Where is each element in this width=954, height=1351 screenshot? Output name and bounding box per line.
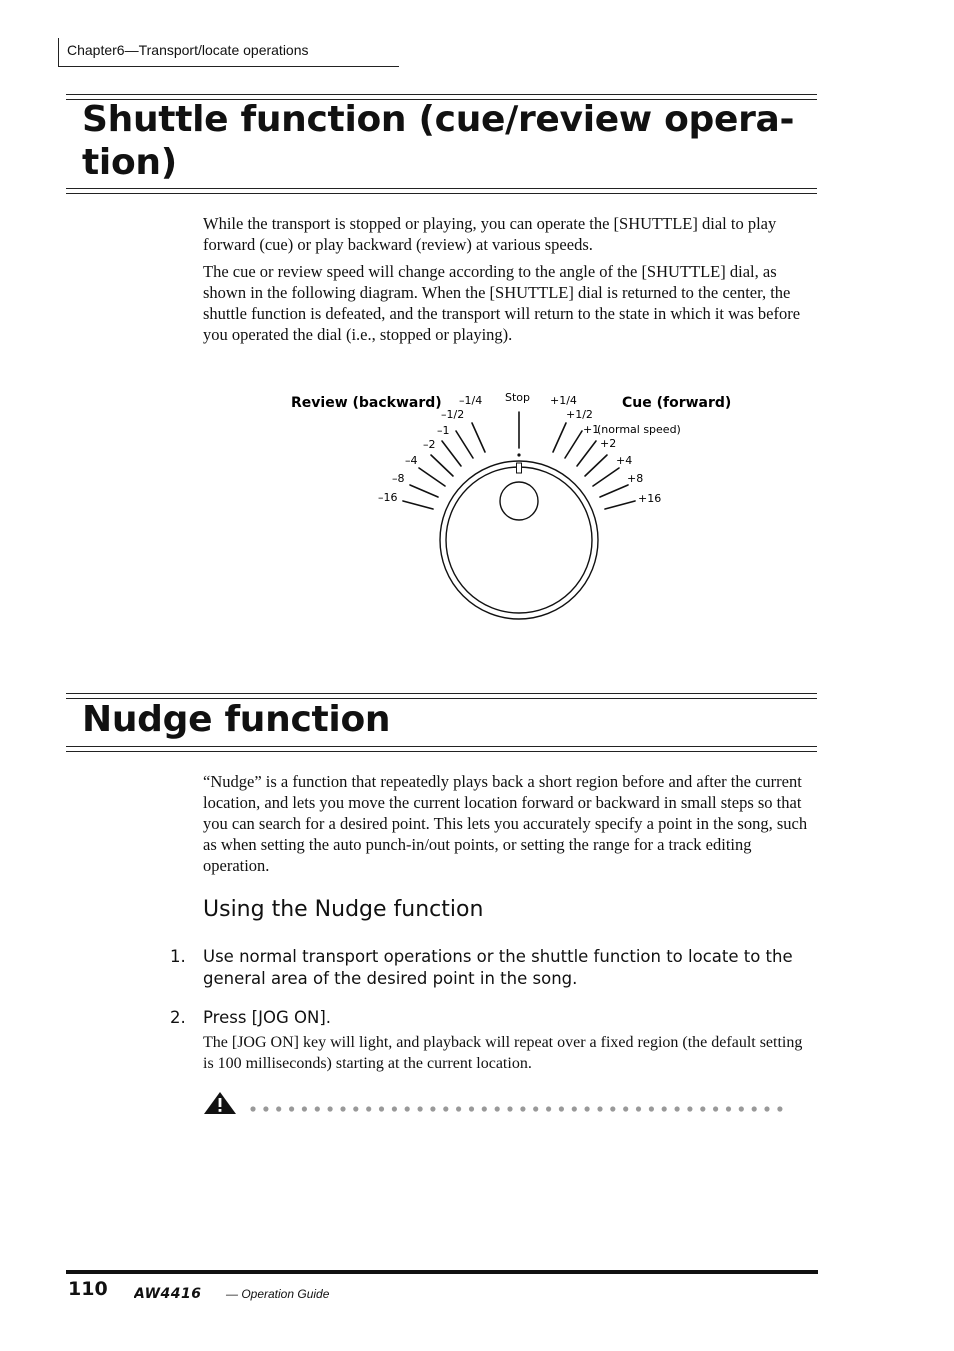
brand-logo bbox=[134, 1286, 224, 1300]
speed-label-minus2: –2 bbox=[423, 438, 436, 451]
separator-dot bbox=[546, 1106, 551, 1111]
separator-dot bbox=[739, 1106, 744, 1111]
tick-minus16 bbox=[403, 501, 433, 509]
tick-minus2 bbox=[431, 455, 453, 476]
separator-dot bbox=[662, 1106, 667, 1111]
speed-label-plus1: +1 bbox=[583, 423, 600, 436]
separator-dot bbox=[507, 1106, 512, 1111]
separator-dot bbox=[469, 1106, 474, 1111]
section-title-nudge: Nudge function bbox=[82, 699, 391, 740]
separator-dot bbox=[379, 1106, 384, 1111]
dial-pointer bbox=[517, 463, 522, 473]
separator-dot bbox=[392, 1106, 397, 1111]
separator-dot bbox=[764, 1106, 769, 1111]
separator-dot bbox=[328, 1106, 333, 1111]
separator-dot bbox=[366, 1106, 371, 1111]
review-label: Review (backward) bbox=[291, 395, 442, 411]
separator-dot bbox=[572, 1106, 577, 1111]
separator-dot bbox=[726, 1106, 731, 1111]
separator-dot bbox=[353, 1106, 358, 1111]
separator-dot bbox=[687, 1106, 692, 1111]
shuttle-dial-diagram bbox=[0, 0, 954, 660]
chapter-title: Chapter6—Transport/locate operations bbox=[67, 42, 309, 58]
separator-dot bbox=[597, 1106, 602, 1111]
separator-dot bbox=[456, 1106, 461, 1111]
page-number: 110 bbox=[68, 1278, 108, 1300]
speed-label-plus4: +4 bbox=[616, 454, 633, 467]
separator-dot bbox=[675, 1106, 680, 1111]
nudge-paragraph: “Nudge” is a function that repeatedly plays back a short region before and after the current location, and lets you move the current location forward or backward in small steps so that you can search for a desired point. This lets you accurately specify a point in the song, such as when setting the auto punch-in/out points, or setting the range for a track editing operation. bbox=[203, 772, 808, 875]
footer-rule bbox=[66, 1270, 818, 1274]
separator-dot bbox=[302, 1106, 307, 1111]
separator-dot bbox=[315, 1106, 320, 1111]
step-text: Press [JOG ON]. bbox=[203, 1008, 332, 1027]
tick-plus-quarter bbox=[553, 423, 566, 452]
separator-dot bbox=[777, 1106, 782, 1111]
step-number: 1. bbox=[170, 947, 186, 966]
separator-dot bbox=[482, 1106, 487, 1111]
tick-plus4 bbox=[593, 468, 619, 486]
separator-dot bbox=[636, 1106, 641, 1111]
separator-dot bbox=[623, 1106, 628, 1111]
heading-rule-bottom-nudge bbox=[66, 746, 817, 752]
brand-logo-text: AW4416 bbox=[134, 1286, 202, 1300]
separator-dot bbox=[495, 1106, 500, 1111]
separator-dot bbox=[585, 1106, 590, 1111]
normal-speed-label: (normal speed) bbox=[597, 423, 681, 436]
step-2-note: The [JOG ON] key will light, and playback will repeat over a fixed region (the default setting is 100 milliseconds) starting at the current location. bbox=[203, 1034, 803, 1072]
step-number: 2. bbox=[170, 1008, 186, 1027]
separator-dot bbox=[443, 1106, 448, 1111]
shuttle-paragraph-1: While the transport is stopped or playing, you can operate the [SHUTTLE] dial to play forward (cue) or play backward (review) at various speeds. bbox=[203, 214, 777, 254]
operation-guide-label: — Operation Guide bbox=[226, 1287, 330, 1301]
separator-dot bbox=[713, 1106, 718, 1111]
separator-dot bbox=[649, 1106, 654, 1111]
tick-minus4 bbox=[419, 468, 445, 486]
tick-minus-quarter bbox=[472, 423, 485, 452]
speed-label-plus16: +16 bbox=[638, 492, 662, 505]
dotted-separator bbox=[250, 1106, 782, 1111]
speed-label-minus-half: –1/2 bbox=[441, 408, 465, 421]
tick-plus16 bbox=[605, 501, 635, 509]
separator-dot bbox=[610, 1106, 615, 1111]
tick-minus-half bbox=[456, 431, 473, 458]
separator-dot bbox=[276, 1106, 281, 1111]
speed-label-minus16: –16 bbox=[378, 491, 398, 504]
dial-finger-grip bbox=[500, 482, 538, 520]
separator-dot bbox=[520, 1106, 525, 1111]
tick-plus1 bbox=[577, 441, 596, 466]
tick-plus8 bbox=[600, 485, 628, 497]
cue-label: Cue (forward) bbox=[622, 395, 732, 411]
caution-block bbox=[0, 1090, 954, 1130]
separator-dot bbox=[250, 1106, 255, 1111]
tick-plus2 bbox=[585, 455, 607, 476]
subheading-using-nudge: Using the Nudge function bbox=[203, 897, 484, 922]
speed-label-minus8: –8 bbox=[392, 472, 405, 485]
separator-dot bbox=[405, 1106, 410, 1111]
dial-outer-ring bbox=[440, 461, 598, 619]
speed-label-plus2: +2 bbox=[600, 437, 617, 450]
shuttle-title-line1: Shuttle function (cue/review opera- bbox=[82, 99, 795, 140]
tick-plus-half bbox=[565, 431, 582, 458]
step-text: Use normal transport operations or the shuttle function to locate to the general area of the desired point in the song. bbox=[203, 947, 793, 988]
separator-dot bbox=[700, 1106, 705, 1111]
separator-dot bbox=[559, 1106, 564, 1111]
shuttle-title-line2: tion) bbox=[82, 142, 177, 183]
dial-inner-ring bbox=[446, 467, 592, 613]
speed-label-minus1: –1 bbox=[437, 424, 450, 437]
tick-minus1 bbox=[442, 441, 461, 466]
dial-center-dot bbox=[517, 453, 520, 456]
shuttle-dial bbox=[440, 453, 598, 619]
speed-label-plus-half: +1/2 bbox=[566, 408, 593, 421]
separator-dot bbox=[340, 1106, 345, 1111]
separator-dot bbox=[289, 1106, 294, 1111]
tick-minus8 bbox=[410, 485, 438, 497]
speed-label-minus-quarter: –1/4 bbox=[459, 394, 483, 407]
speed-label-plus-quarter: +1/4 bbox=[550, 394, 577, 407]
speed-label-minus4: –4 bbox=[405, 454, 418, 467]
separator-dot bbox=[533, 1106, 538, 1111]
separator-dot bbox=[263, 1106, 268, 1111]
separator-dot bbox=[418, 1106, 423, 1111]
separator-dot bbox=[430, 1106, 435, 1111]
separator-dot bbox=[752, 1106, 757, 1111]
shuttle-paragraph-2: The cue or review speed will change according to the angle of the [SHUTTLE] dial, as shown in the following diagram. When the [SHUTTLE] dial is returned to the center, the shuttle function is defeated, and the transport will return to the state in which it was before you operated the dial (i.e., stopped or playing). bbox=[203, 262, 801, 344]
stop-label: Stop bbox=[505, 391, 531, 404]
speed-label-plus8: +8 bbox=[627, 472, 644, 485]
